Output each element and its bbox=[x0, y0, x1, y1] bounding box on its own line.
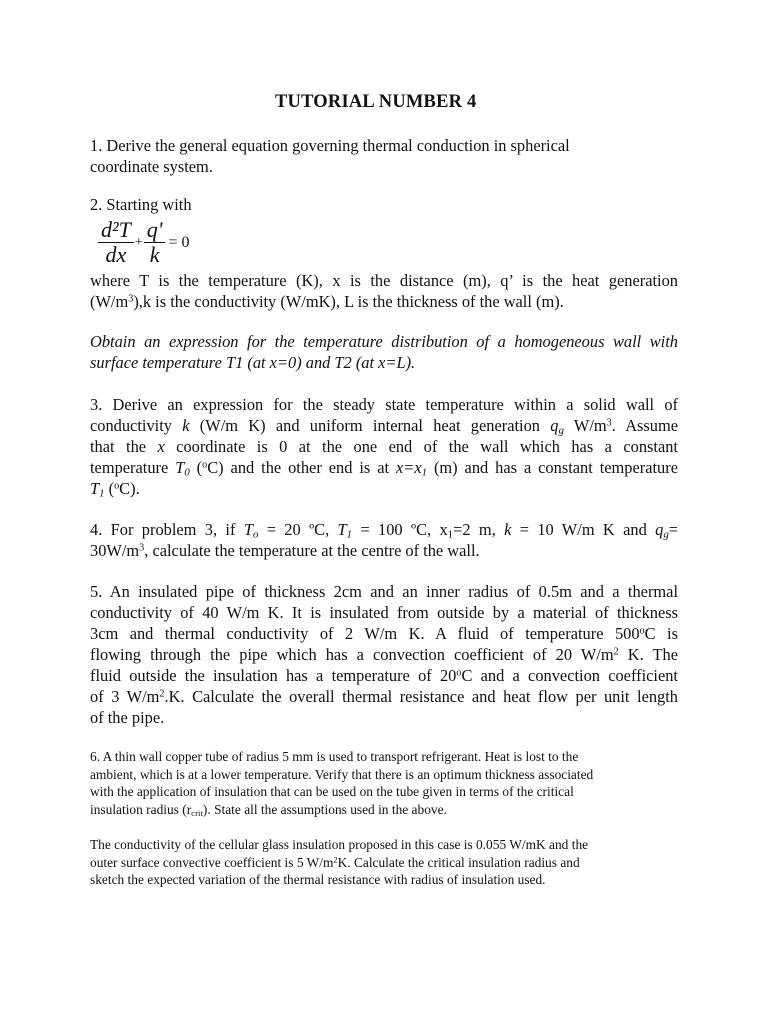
heat-equation bbox=[98, 218, 190, 267]
text-line: 3. Derive an expression for the steady state temperature within a solid wall of bbox=[90, 395, 678, 414]
question-2-intro: 2. Starting with bbox=[90, 195, 192, 214]
equation-numerator: d²T bbox=[98, 218, 134, 243]
equation-denominator: dx bbox=[105, 242, 127, 267]
text-line: 5. An insulated pipe of thickness 2cm and an inner radius of 0.5m and a thermal bbox=[90, 582, 678, 601]
equation-numerator: q' bbox=[144, 218, 166, 243]
page-title: TUTORIAL NUMBER 4 bbox=[275, 92, 477, 112]
equation-rhs: = 0 bbox=[168, 233, 190, 251]
text-line: sketch the expected variation of the thermal resistance with radius of insulation used. bbox=[90, 872, 546, 887]
text-line: $(W/m^3),k$ is the conductivity (W/mK), L is the thickness of the wall (m). bbox=[90, 292, 564, 311]
text-line: with the application of insulation that can be used on the tube given in terms of the critical bbox=[90, 784, 574, 799]
equation-fraction-1 bbox=[98, 218, 134, 267]
text-line: Obtain an expression for the temperature distribution of a homogeneous wall with bbox=[90, 332, 678, 351]
text-line: $T_1$ ($^o$C). bbox=[90, 479, 140, 500]
text-line: of 3 $W/m^2.K$. Calculate the overall thermal resistance and heat flow per unit length bbox=[90, 687, 679, 706]
text-line: temperature $T_0$ ($^o$C) and the other end is at $x=x_1$ (m) and has a constant temperature bbox=[90, 458, 678, 479]
text-line: conductivity of 40 W/m K. It is insulated from outside by a material of thickness bbox=[90, 603, 678, 622]
equation-denominator: k bbox=[149, 242, 160, 267]
question-3 bbox=[90, 394, 678, 499]
text-line: outer surface convective coefficient is 5 $W/m^2K$. Calculate the critical insulation radius and bbox=[90, 854, 580, 870]
question-1 bbox=[90, 135, 678, 177]
equation-fraction-2 bbox=[144, 218, 166, 267]
text-line: where T is the temperature (K), x is the distance (m), q’ is the heat generation bbox=[90, 271, 678, 290]
question-2-task bbox=[90, 331, 678, 373]
text-line: The conductivity of the cellular glass insulation proposed in this case is 0.055 W/mK and the bbox=[90, 837, 589, 852]
text-line: conductivity k (W/m K) and uniform internal heat generation $q_g$ $W/m^3$. Assume bbox=[90, 416, 679, 437]
text-line: that the x coordinate is 0 at the one end of the wall which has a constant bbox=[90, 437, 678, 456]
text-line: of the pipe. bbox=[90, 708, 165, 727]
text-line: ambient, which is at a lower temperature. Verify that there is an optimum thickness associated bbox=[90, 766, 594, 782]
question-5 bbox=[90, 581, 678, 728]
text-line: flowing through the pipe which has a convection coefficient of 20 $W/m^2$ K. The bbox=[90, 645, 678, 664]
question-6-part-2 bbox=[90, 836, 678, 889]
text-line: fluid outside the insulation has a temperature of 20$^o$C and a convection coefficient bbox=[90, 666, 678, 685]
text-line: coordinate system. bbox=[90, 157, 213, 176]
question-2-definitions bbox=[90, 270, 678, 312]
question-4 bbox=[90, 519, 678, 561]
text-line: 3cm and thermal conductivity of 2 W/m K. A fluid of temperature 500$^o$C is bbox=[90, 624, 678, 643]
text-line: 1. Derive the general equation governing thermal conduction in spherical bbox=[90, 136, 570, 155]
text-line: 6. A thin wall copper tube of radius 5 mm is used to transport refrigerant. Heat is lost to the bbox=[90, 749, 579, 764]
text-line: 4. For problem 3, if $T_o = 20$ ºC, $T_1 = 100$ ºC, $x_1=2$ m, k = 10 W/m K and $q_g=$ bbox=[90, 520, 679, 541]
text-line: surface temperature T1 (at x=0) and T2 (at x=L). bbox=[90, 353, 416, 372]
equation-plus: + bbox=[134, 234, 143, 250]
question-6 bbox=[90, 748, 678, 818]
text-line: insulation radius $(r_{crit})$. State all the assumptions used in the above. bbox=[90, 801, 447, 818]
text-line: $30W/m^3$, calculate the temperature at the centre of the wall. bbox=[90, 541, 480, 560]
